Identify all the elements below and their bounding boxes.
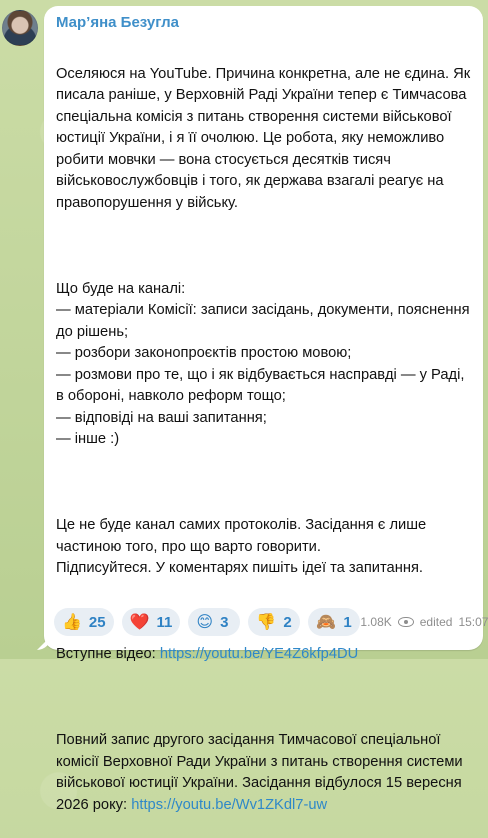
thumbs-down-icon: 👎 (256, 612, 277, 631)
paragraph-gap (56, 236, 471, 258)
reaction-heart[interactable] (122, 608, 181, 636)
message-paragraph: Оселяюся на YouTube. Причина конкретна, але не єдина. Як писала раніше, у Верховній Раді України тепер є Тимчасова спеціальна комісія з питань створення системи військової юстиції України, і я її очолюю. Це робота, яку неможливо робити мовчки — вона стосується десятків тисяч військовослужбовців і того, як держава взагалі реагує на правопорушення у війську. (56, 65, 471, 211)
sender-name[interactable]: Мар’яна Безугла (56, 14, 179, 31)
full-record-text: Повний запис другого засідання Тимчасової спеціальної комісії Верховної Ради України з питань створення системи військової юстиції України. Засідання відбулося 15 вересня 2026 року: (56, 732, 463, 813)
see-no-evil-monkey-icon: 🙈 (316, 612, 337, 631)
reaction-count: 11 (156, 613, 173, 631)
views-count: 1.08K (360, 615, 392, 629)
intro-video-line (56, 644, 471, 666)
message-time: 15:07 (458, 615, 488, 629)
message-bubble (44, 6, 488, 813)
reaction-count: 1 (343, 613, 352, 631)
reaction-count: 25 (88, 613, 106, 631)
eye-icon (398, 617, 414, 627)
edited-label: edited (419, 615, 453, 629)
reaction-smile[interactable] (188, 608, 240, 636)
reaction-see-no-evil[interactable] (308, 608, 360, 636)
message-paragraph: Що буде на каналі: — матеріали Комісії: записи засідань, документи, пояснення до рішень; — розбори законопроєктів простою мовою; — розмови про те, що і як відбувається насправді — у Раді, в обороні, навколо реформ тощо; — відповіді на ваші запитання; — інше :) (56, 280, 470, 447)
heart-icon: ❤️ (129, 612, 150, 631)
reaction-thumbs-down[interactable] (248, 608, 300, 636)
full-record-link[interactable]: https://youtu.be/Wv1ZKdl7-uw (131, 796, 328, 813)
thumbs-up-icon: 👍 (62, 612, 82, 631)
paragraph-gap (56, 472, 471, 494)
message-footer (54, 608, 488, 636)
reactions-bar (54, 608, 360, 636)
full-record-line (56, 730, 471, 816)
channel-avatar[interactable] (2, 10, 38, 46)
message-text (56, 42, 471, 838)
paragraph-gap (56, 687, 471, 709)
smile-icon: 😊 (196, 612, 214, 631)
intro-video-link[interactable]: https://youtu.be/YE4Z6kfp4DU (159, 646, 359, 662)
reaction-count: 2 (283, 613, 292, 631)
reaction-thumbs-up[interactable] (54, 608, 114, 636)
reaction-count: 3 (220, 613, 229, 631)
message-paragraph: Це не буде канал самих протоколів. Засідання є лише частиною того, про що варто говорити. Підписуйтеся. У коментарях пишіть ідеї та запитання. (56, 517, 427, 576)
message-meta (360, 615, 488, 629)
intro-video-label: Вступне відео: (56, 646, 160, 662)
